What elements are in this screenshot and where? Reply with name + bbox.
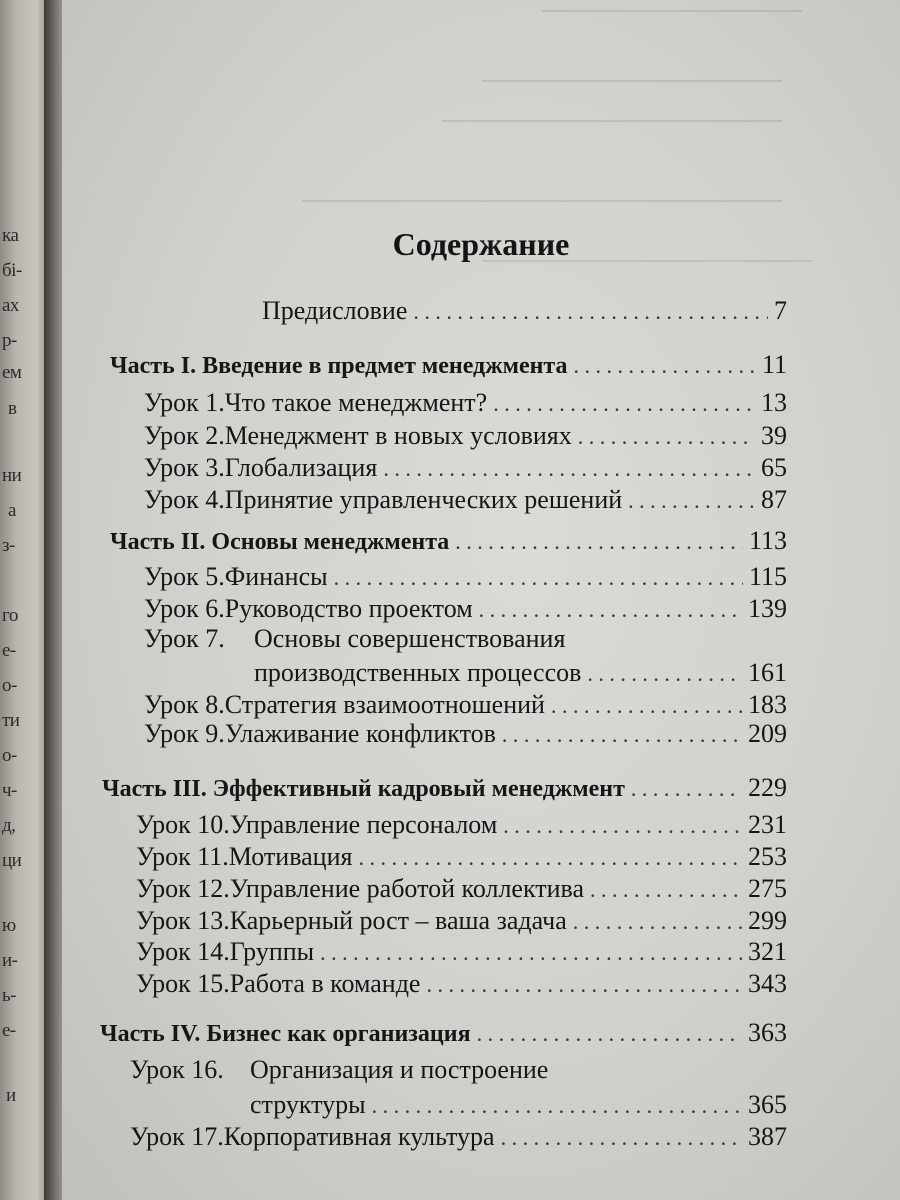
adjacent-page-text: ти [2, 710, 20, 731]
toc-part-heading [110, 348, 787, 382]
lesson-title: Что такое менеджмент? [224, 388, 488, 417]
toc-page-number: 229 [748, 773, 787, 802]
adjacent-page-text: го [2, 605, 18, 626]
leader-dots [503, 809, 742, 843]
toc-page-number: 299 [748, 906, 787, 935]
adjacent-page-text: ци [2, 850, 22, 871]
book-page [62, 0, 900, 1200]
toc-lesson-entry [136, 872, 787, 906]
adjacent-page-text: о- [2, 745, 17, 766]
lesson-title: Стратегия взаимоотношений [224, 690, 545, 719]
toc-lesson-entry-continuation [254, 656, 787, 690]
toc-lesson-entry [144, 419, 787, 453]
toc-page-number: 11 [761, 350, 787, 379]
toc-lesson-entry [144, 560, 787, 594]
adjacent-page-edge [0, 0, 46, 1200]
lesson-number: Урок 17. [130, 1122, 224, 1151]
adjacent-page-text: бі- [2, 260, 22, 281]
lesson-title: Управление работой коллектива [229, 874, 585, 903]
adjacent-page-text: а [8, 500, 16, 521]
toc-lesson-entry [144, 451, 787, 485]
toc-page-number: 387 [748, 1122, 787, 1151]
toc-page-number: 343 [748, 969, 787, 998]
lesson-number: Урок 3. [144, 453, 225, 482]
leader-dots [493, 387, 755, 421]
leader-dots [573, 905, 742, 939]
toc-part-label: Часть II. Основы менеджмента [110, 529, 450, 555]
lesson-number: Урок 12. [136, 874, 230, 903]
lesson-number: Урок 11. [136, 842, 229, 871]
toc-page-number: 275 [748, 874, 787, 903]
toc-page-number: 7 [774, 296, 787, 325]
toc-part-label: Часть I. Введение в предмет менеджмента [110, 353, 568, 379]
toc-part-heading [100, 1016, 787, 1050]
toc-page-number: 209 [748, 719, 787, 748]
lesson-number: Урок 4. [144, 485, 225, 514]
leader-dots [413, 295, 768, 329]
lesson-title: Улаживание конфликтов [224, 719, 496, 748]
adjacent-page-text: р- [2, 330, 17, 351]
adjacent-page-text: ю [2, 915, 16, 936]
lesson-number: Урок 1. [144, 388, 225, 417]
toc-lesson-entry [144, 717, 787, 751]
toc-lesson-entry-first-line [144, 622, 565, 656]
toc-page-number: 139 [748, 594, 787, 623]
toc-page-number: 65 [761, 453, 787, 482]
toc-lesson-entry [136, 904, 787, 938]
toc-lesson-entry [136, 935, 787, 969]
adjacent-page-text: ах [2, 295, 19, 316]
adjacent-page-text: ни [2, 465, 22, 486]
toc-lesson-entry [144, 592, 787, 626]
toc-part-label: Часть IV. Бизнес как организация [100, 1021, 471, 1047]
lesson-number: Урок 5. [144, 562, 225, 591]
toc-page-number: 231 [748, 810, 787, 839]
lesson-number: Урок 16. [130, 1055, 224, 1084]
toc-page-number: 363 [748, 1018, 787, 1047]
toc-page-number: 115 [748, 562, 787, 591]
lesson-title: Принятие управленческих решений [224, 485, 623, 514]
lesson-title: Основы совершенствования [254, 624, 566, 653]
leader-dots [587, 657, 742, 691]
leader-dots [383, 452, 755, 486]
adjacent-page-text: ка [2, 225, 19, 246]
adjacent-page-text: в [8, 398, 17, 419]
lesson-number: Урок 10. [136, 810, 230, 839]
lesson-title-continued: производственных процессов [254, 658, 582, 687]
leader-dots [578, 420, 755, 454]
lesson-title: Карьерный рост – ваша задача [229, 906, 567, 935]
toc-lesson-entry-first-line [130, 1053, 548, 1087]
show-through-decoration [62, 0, 900, 330]
leader-dots [426, 968, 742, 1002]
toc-lesson-entry [136, 840, 787, 874]
toc-entry-label: Предисловие [262, 296, 408, 325]
toc-part-heading [102, 771, 787, 805]
leader-dots [574, 349, 756, 383]
toc-page-number: 113 [748, 526, 787, 555]
leader-dots [477, 1017, 742, 1051]
leader-dots [628, 484, 755, 518]
lesson-title: Руководство проектом [224, 594, 473, 623]
lesson-number: Урок 8. [144, 690, 225, 719]
lesson-title: Финансы [224, 562, 328, 591]
adjacent-page-text: ь- [2, 985, 16, 1006]
lesson-title: Организация и построение [250, 1055, 549, 1084]
lesson-title: Менеджмент в новых условиях [224, 421, 572, 450]
lesson-number: Урок 2. [144, 421, 225, 450]
adjacent-page-text: и [6, 1085, 16, 1106]
adjacent-page-text: е- [2, 1020, 16, 1041]
lesson-number: Урок 7. [144, 624, 225, 653]
toc-part-heading [110, 524, 787, 558]
toc-page-number: 39 [761, 421, 787, 450]
lesson-number: Урок 15. [136, 969, 230, 998]
adjacent-page-text: д, [2, 815, 16, 836]
adjacent-page-text: о- [2, 675, 17, 696]
toc-lesson-entry [144, 483, 787, 517]
leader-dots [334, 561, 743, 595]
leader-dots [590, 873, 742, 907]
lesson-title: Группы [229, 937, 315, 966]
lesson-number: Урок 14. [136, 937, 230, 966]
lesson-title: Управление персоналом [229, 810, 498, 839]
toc-lesson-entry [136, 808, 787, 842]
adjacent-page-text: з- [2, 535, 15, 556]
toc-lesson-entry [130, 1120, 787, 1154]
toc-page-number: 87 [761, 485, 787, 514]
toc-page-number: 161 [748, 658, 787, 687]
toc-lesson-entry [136, 967, 787, 1001]
adjacent-page-text: е- [2, 640, 16, 661]
adjacent-page-text: ем [2, 362, 22, 383]
leader-dots [631, 772, 742, 806]
lesson-number: Урок 6. [144, 594, 225, 623]
toc-page-number: 13 [761, 388, 787, 417]
toc-page-number: 183 [748, 690, 787, 719]
leader-dots [455, 525, 743, 559]
toc-lesson-entry-continuation [250, 1088, 787, 1122]
lesson-title: Корпоративная культура [223, 1122, 495, 1151]
lesson-title: Мотивация [228, 842, 353, 871]
lesson-title-continued: структуры [250, 1090, 366, 1119]
lesson-title: Глобализация [224, 453, 378, 482]
page-title: Содержание [392, 226, 570, 262]
toc-page-number: 253 [748, 842, 787, 871]
adjacent-page-text: и- [2, 950, 18, 971]
toc-page-number: 365 [748, 1090, 787, 1119]
adjacent-page-text: ч- [2, 780, 17, 801]
toc-part-label: Часть III. Эффективный кадровый менеджмент [102, 776, 625, 802]
toc-page-number: 321 [748, 937, 787, 966]
lesson-title: Работа в команде [229, 969, 421, 998]
leader-dots [358, 841, 742, 875]
toc-lesson-entry [144, 386, 787, 420]
lesson-number: Урок 9. [144, 719, 225, 748]
toc-entry-preface [262, 294, 787, 328]
leader-dots [502, 718, 742, 752]
lesson-number: Урок 13. [136, 906, 230, 935]
leader-dots [320, 936, 742, 970]
leader-dots [501, 1121, 742, 1155]
leader-dots [372, 1089, 742, 1123]
